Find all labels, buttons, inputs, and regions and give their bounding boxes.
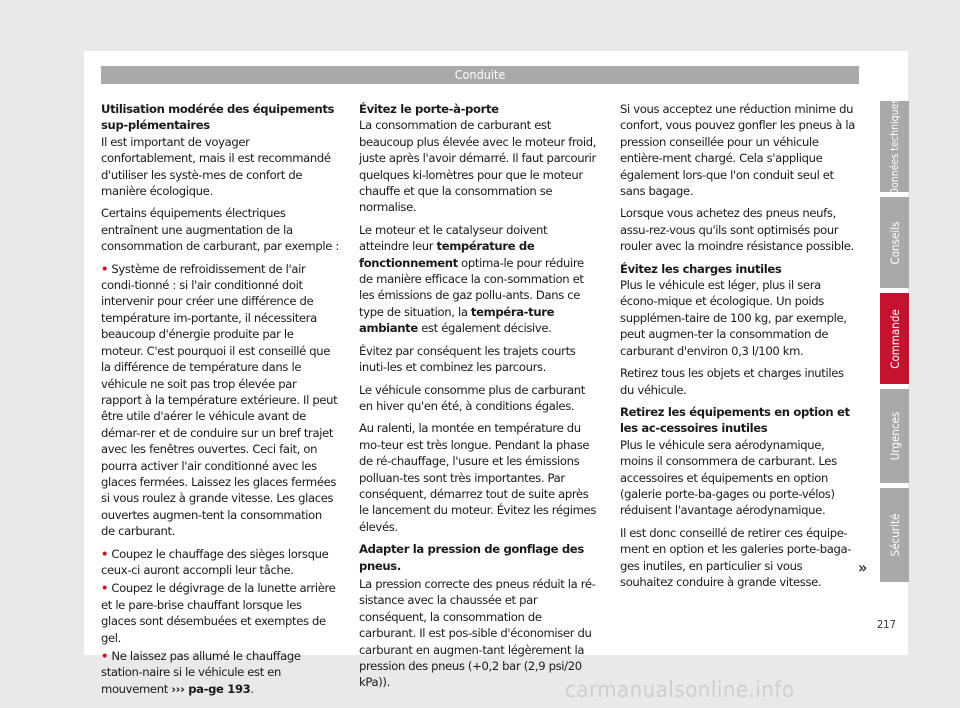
heading-equipements-option: Retirez les équipements en option et les ac-cessoires inutiles	[620, 404, 850, 436]
paragraph: Certains équipements électriques entraînent une augmentation de la consommation de carburant, par exemple :	[101, 206, 339, 254]
emphasis: tempéra-ture ambiante	[359, 304, 555, 336]
paragraph: Plus le véhicule sera aérodynamique, moins il consommera de carburant. Les accessoires et équipements en option (galerie porte-ba-gages ou porte-vélos) réduisent l'avantage aérodynamique.	[620, 437, 837, 518]
text: optima-le pour réduire de manière efficace la con-sommation et les émissions de gaz pollu-ants. Dans ce type de situation, la	[359, 255, 584, 319]
bullet-icon: •	[101, 581, 109, 596]
bullet-text: Ne laissez pas allumé le chauffage station-naire si le véhicule est en mouvement	[101, 649, 301, 696]
tab-label: Sécurité	[887, 513, 902, 557]
watermark: carmanualsonline.info	[565, 678, 795, 703]
paragraph: Le véhicule consomme plus de carburant en hiver qu'en été, à conditions égales.	[359, 382, 586, 413]
bullet-item	[101, 580, 339, 646]
bullet-icon: •	[101, 649, 109, 663]
bullet-item	[101, 261, 339, 540]
bullet-text: Coupez le dégivrage de la lunette arrière et le pare-brise chauffant lorsque les glaces sont désembuées et exemptes de gel.	[101, 581, 336, 645]
text: est également décisive.	[417, 321, 552, 336]
tab-donnees-techniques[interactable]	[880, 98, 909, 195]
bullet-text: Système de refroidissement de l'air condi-tionné : si l'air conditionné doit intervenir pour créer une différence de température im-portante, il nécessitera beaucoup d'énergie produite par le moteur. C'est pourquoi il est conseillé que la différence de température dans le véhicule ne soit pas trop élevée par rapport à la température extérieure. Il peut être utile d'aérer le véhicule avant de démar-rer et de conduire sur un bref trajet avec les fenêtres ouvertes. Ceci fait, on pourra activer l'air conditionné avec les glaces fermées. Laissez les glaces fermées si vous roulez à grande vitesse. Les glaces ouvertes augmen-tent la consommation de carburant.	[101, 261, 338, 539]
paragraph: La consommation de carburant est beaucoup plus élevée avec le moteur froid, juste après l'avoir démarré. Il faut parcourir quelques ki-lomètres pour que le moteur chauffe et que la consommation se normalise.	[359, 118, 597, 215]
tab-label: Conseils	[887, 220, 902, 265]
tab-securite[interactable]	[880, 488, 909, 582]
paragraph: Plus le véhicule est léger, plus il sera écono-mique et écologique. Un poids supplémen-taire de 100 kg, par exemple, peut augmen-ter la consommation de carburant d'environ 0,3 l/100 km.	[620, 278, 847, 358]
bullet-icon: •	[101, 261, 109, 276]
tab-label: Commande	[887, 308, 902, 369]
emphasis: température de fonctionnement	[359, 239, 535, 270]
tab-urgences[interactable]	[880, 389, 909, 483]
heading-equipements: Utilisation modérée des équipements sup-plémentaires	[101, 102, 335, 133]
column-2	[359, 101, 597, 697]
paragraph: Si vous acceptez une réduction minime du confort, vous pouvez gonfler les pneus à la pression conseillée pour un véhicule entière-ment chargé. Cela s'applique également lors-que l'on conduit seul et sans bagage.	[620, 102, 856, 199]
paragraph: Retirez tous les objets et charges inutiles du véhicule.	[620, 366, 844, 397]
tab-label: Urgences	[887, 411, 902, 461]
page-number: 217	[877, 618, 896, 631]
tab-label: Données techniques	[888, 98, 901, 195]
text: Le moteur et le catalyseur doivent atteindre leur	[359, 222, 548, 254]
heading-charges-inutiles: Évitez les charges inutiles	[620, 261, 782, 276]
bullet-item	[101, 546, 339, 579]
paragraph: Au ralenti, la montée en température du mo-teur est très longue. Pendant la phase de ré-chauffage, l'usure et les émissions polluan-tes sont très importantes. Par conséquent, démarrez tout de suite après le lancement du moteur. Évitez les régimes élevés.	[359, 421, 597, 534]
bullet-item	[101, 648, 339, 697]
paragraph: Il est donc conseillé de retirer ces équipe-ment en option et les galeries porte-baga-ges inutiles, en particulier si vous souhaitez conduire à grande vitesse.	[620, 525, 852, 589]
heading-porte-a-porte: Évitez le porte-à-porte	[359, 102, 499, 116]
continue-arrow-icon: »	[858, 558, 868, 577]
section-header: Conduite	[101, 66, 859, 84]
punctuation: .	[250, 681, 254, 696]
paragraph: Il est important de voyager confortablement, mais il est recommandé d'utiliser les systè-mes de confort de manière écologique.	[101, 134, 331, 199]
paragraph: Lorsque vous achetez des pneus neufs, assu-rez-vous qu'ils sont optimisés pour rouler avec la moindre résistance possible.	[620, 206, 854, 254]
paragraph: La pression correcte des pneus réduit la ré-sistance avec la chaussée et par conséquent, la consommation de carburant. Il est pos-sible d'économiser du carburant en augmen-tant légèrement la pression des pneus (+0,2 bar (2,9 psi/20 kPa)).	[359, 576, 596, 690]
paragraph: Évitez par conséquent les trajets courts inuti-les et combinez les parcours.	[359, 343, 576, 375]
bullet-icon: •	[101, 546, 109, 561]
paragraph	[359, 222, 597, 337]
page-reference-link[interactable]: ››› pa-ge 193	[171, 681, 251, 696]
column-3	[620, 101, 858, 596]
tab-conseils[interactable]	[880, 197, 909, 288]
tab-commande[interactable]	[880, 293, 909, 384]
bullet-text: Coupez le chauffage des sièges lorsque ceux-ci auront accompli leur tâche.	[101, 546, 329, 577]
column-1	[101, 101, 339, 703]
heading-pression-pneus: Adapter la pression de gonflage des pneus.	[359, 542, 584, 573]
